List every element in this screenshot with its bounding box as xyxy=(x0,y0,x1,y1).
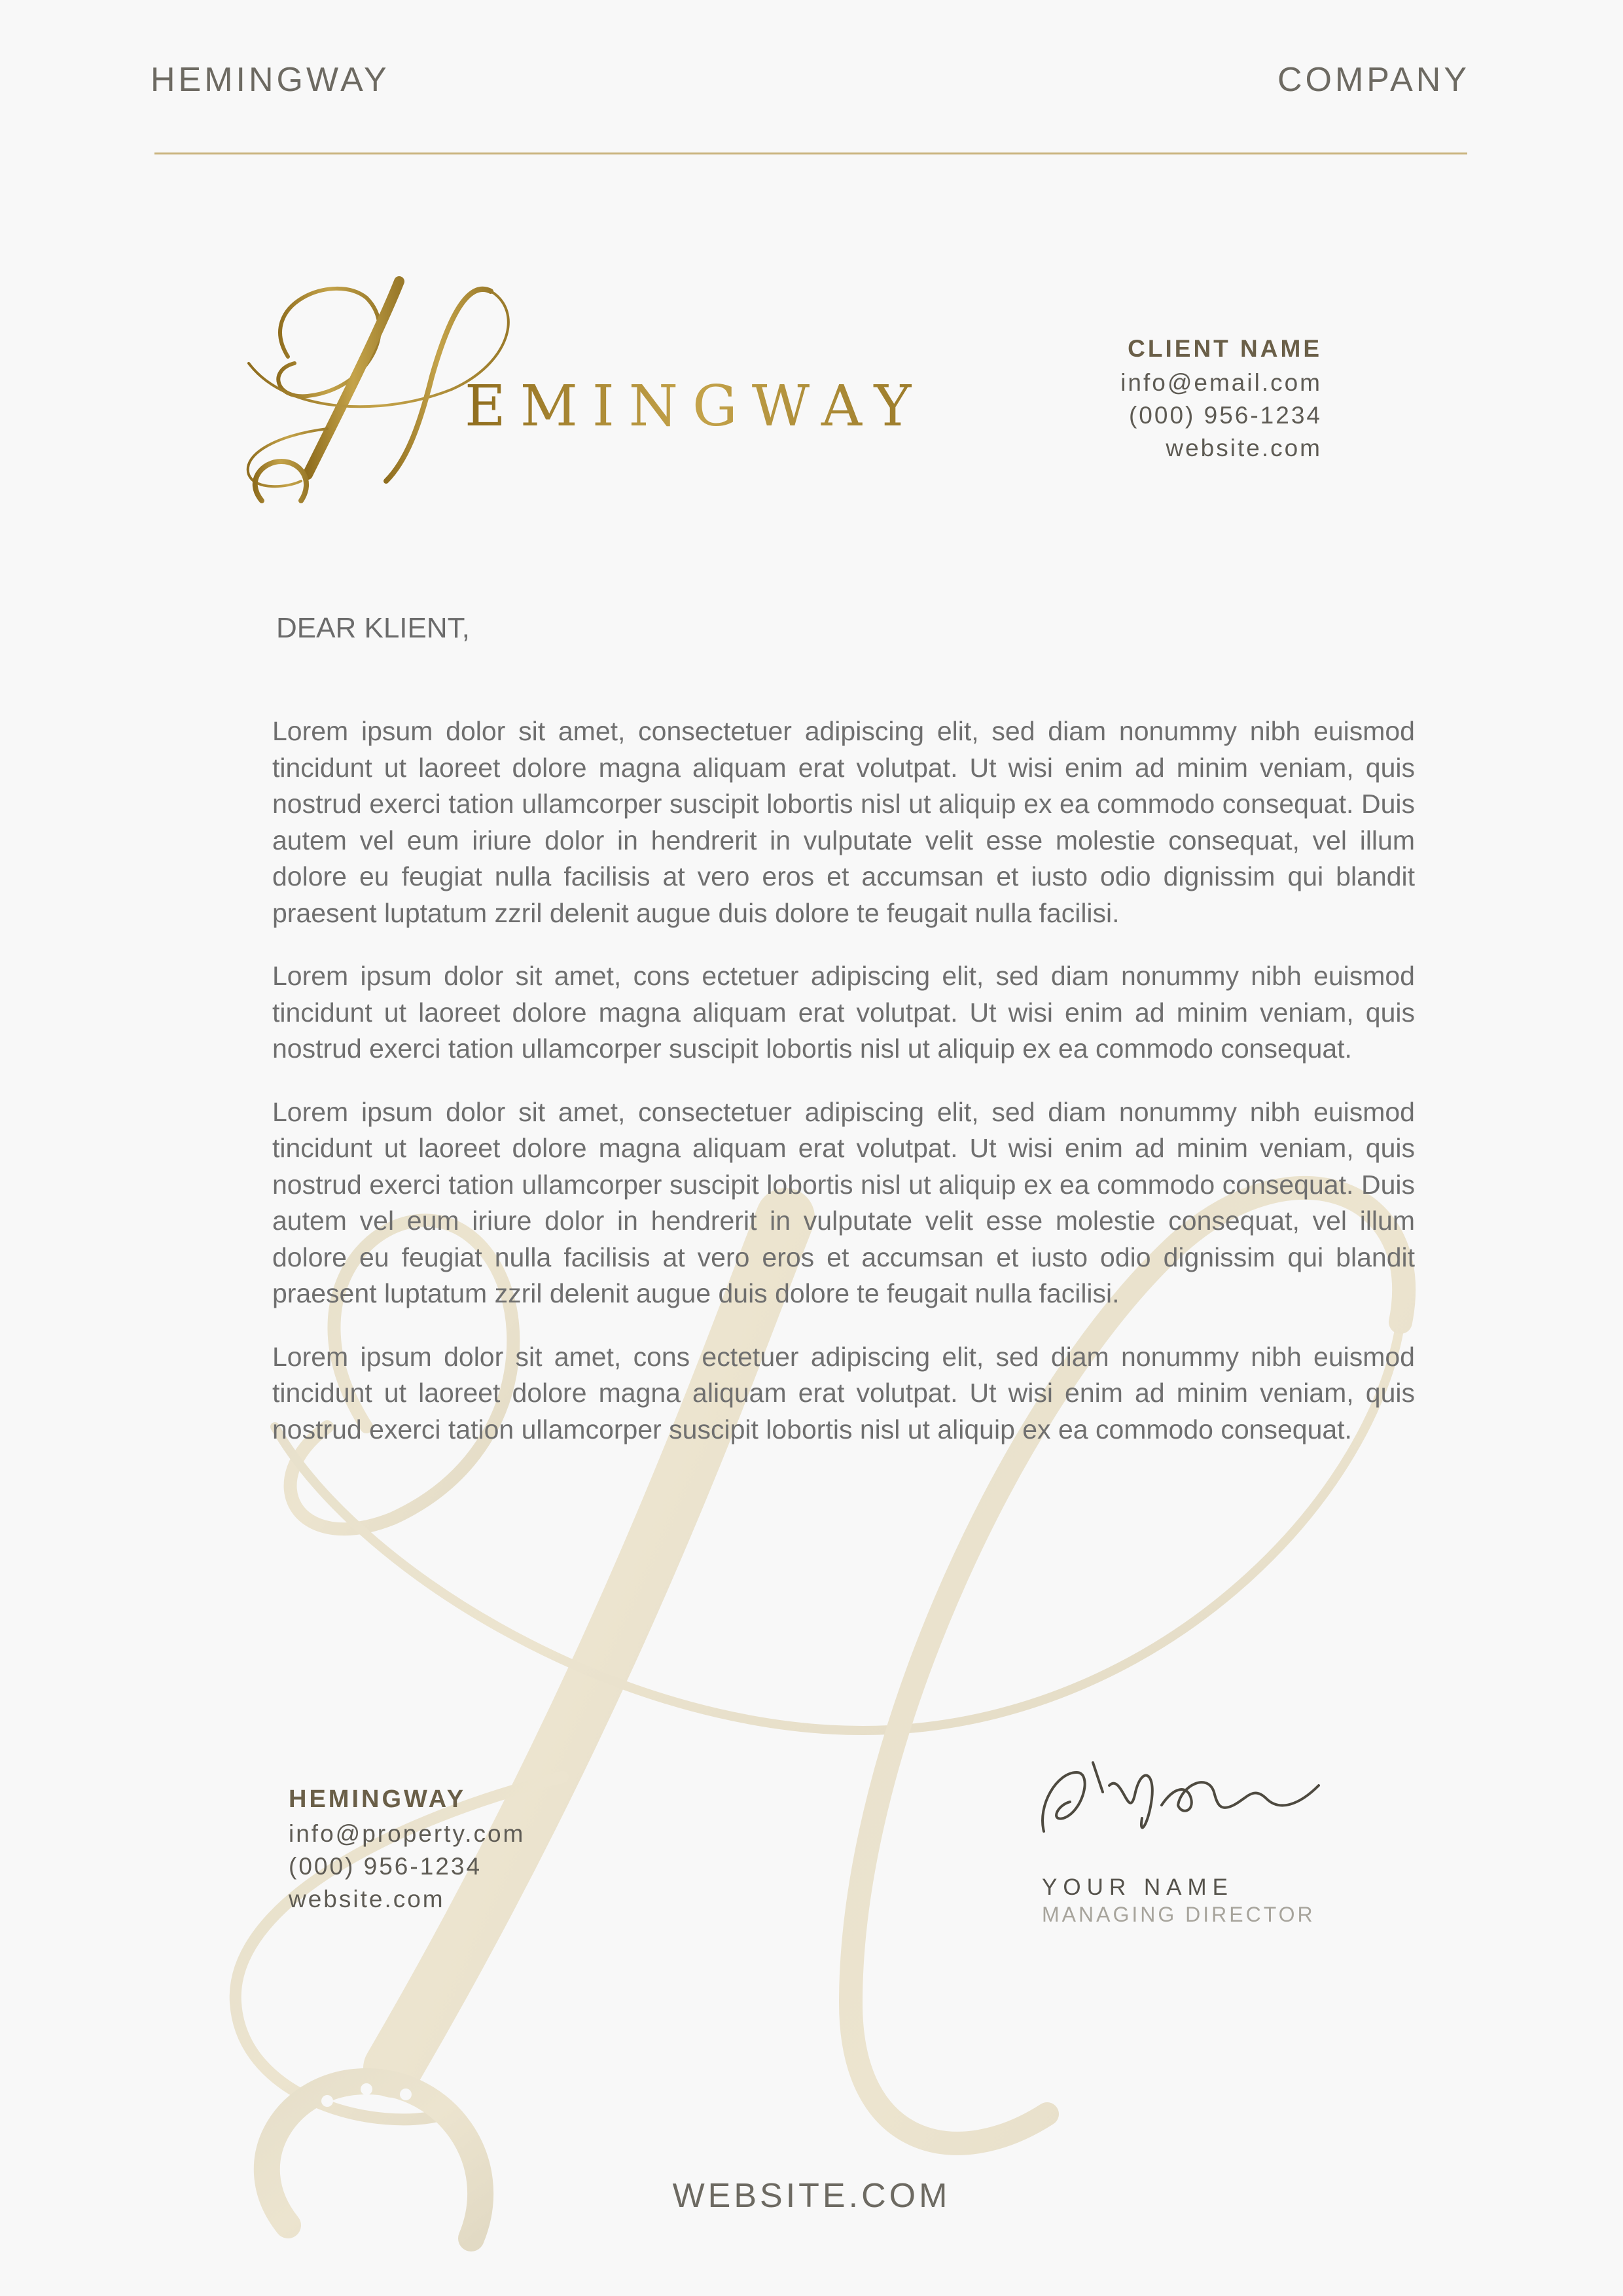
signatory-title: MANAGING DIRECTOR xyxy=(1042,1903,1315,1926)
client-contact-block xyxy=(1120,335,1322,461)
letter-body xyxy=(272,713,1415,1475)
footer-website[interactable]: WEBSITE.COM xyxy=(672,2177,951,2215)
header-company: COMPANY xyxy=(1277,61,1470,99)
greeting: DEAR KLIENT, xyxy=(276,612,470,644)
sender-contact-block xyxy=(289,1785,525,1912)
client-name: CLIENT NAME xyxy=(1128,335,1322,362)
client-email[interactable]: info@email.com xyxy=(1120,369,1322,396)
body-paragraph: Lorem ipsum dolor sit amet, cons ectetuer adipiscing elit, sed diam nonummy nibh euismod tincidunt ut laoreet dolore magna aliquam erat volutpat. Ut wisi enim ad minim veniam, quis nostrud exerci tation ullamcorper suscipit lobortis nisl ut aliquip ex ea commodo consequat. xyxy=(272,1341,1415,1444)
client-website[interactable]: website.com xyxy=(1166,435,1322,461)
sender-email[interactable]: info@property.com xyxy=(289,1820,526,1847)
sender-name: HEMINGWAY xyxy=(289,1785,467,1813)
signatory-name: YOUR NAME xyxy=(1042,1874,1234,1900)
sender-website[interactable]: website.com xyxy=(289,1886,445,1912)
company-logo xyxy=(236,265,926,514)
handwritten-signature xyxy=(1031,1746,1332,1844)
body-paragraph: Lorem ipsum dolor sit amet, cons ectetuer adipiscing elit, sed diam nonummy nibh euismod tincidunt ut laoreet dolore magna aliquam erat volutpat. Ut wisi enim ad minim veniam, quis nostrud exerci tation ullamcorper suscipit lobortis nisl ut aliquip ex ea commodo consequat. xyxy=(272,961,1415,1064)
header-divider xyxy=(154,152,1467,154)
header-brand: HEMINGWAY xyxy=(151,61,390,99)
body-paragraph: Lorem ipsum dolor sit amet, consectetuer adipiscing elit, sed diam nonummy nibh euismod tincidunt ut laoreet dolore magna aliquam erat volutpat. Ut wisi enim ad minim veniam, quis nostrud exerci tation ullamcorper suscipit lobortis nisl ut aliquip ex ea commodo consequat. Duis autem vel eum iriure dolor in hendrerit in vulputate velit esse molestie consequat, vel illum dolore eu feugiat nulla facilisis at vero eros et accumsan et iusto odio dignissim qui blandit praesent luptatum zzril delenit augue duis dolore te feugait nulla facilisi. xyxy=(272,716,1415,928)
client-phone: (000) 956-1234 xyxy=(1128,402,1322,429)
body-paragraph: Lorem ipsum dolor sit amet, consectetuer adipiscing elit, sed diam nonummy nibh euismod tincidunt ut laoreet dolore magna aliquam erat volutpat. Ut wisi enim ad minim veniam, quis nostrud exerci tation ullamcorper suscipit lobortis nisl ut aliquip ex ea commodo consequat. Duis autem vel eum iriure dolor in hendrerit in vulputate velit esse molestie consequat, vel illum dolore eu feugiat nulla facilisis at vero eros et accumsan et iusto odio dignissim qui blandit praesent luptatum zzril delenit augue duis dolore te feugait nulla facilisi. xyxy=(272,1096,1415,1308)
sender-phone: (000) 956-1234 xyxy=(289,1853,482,1880)
logo-wordmark: EMINGWAY xyxy=(465,374,926,439)
